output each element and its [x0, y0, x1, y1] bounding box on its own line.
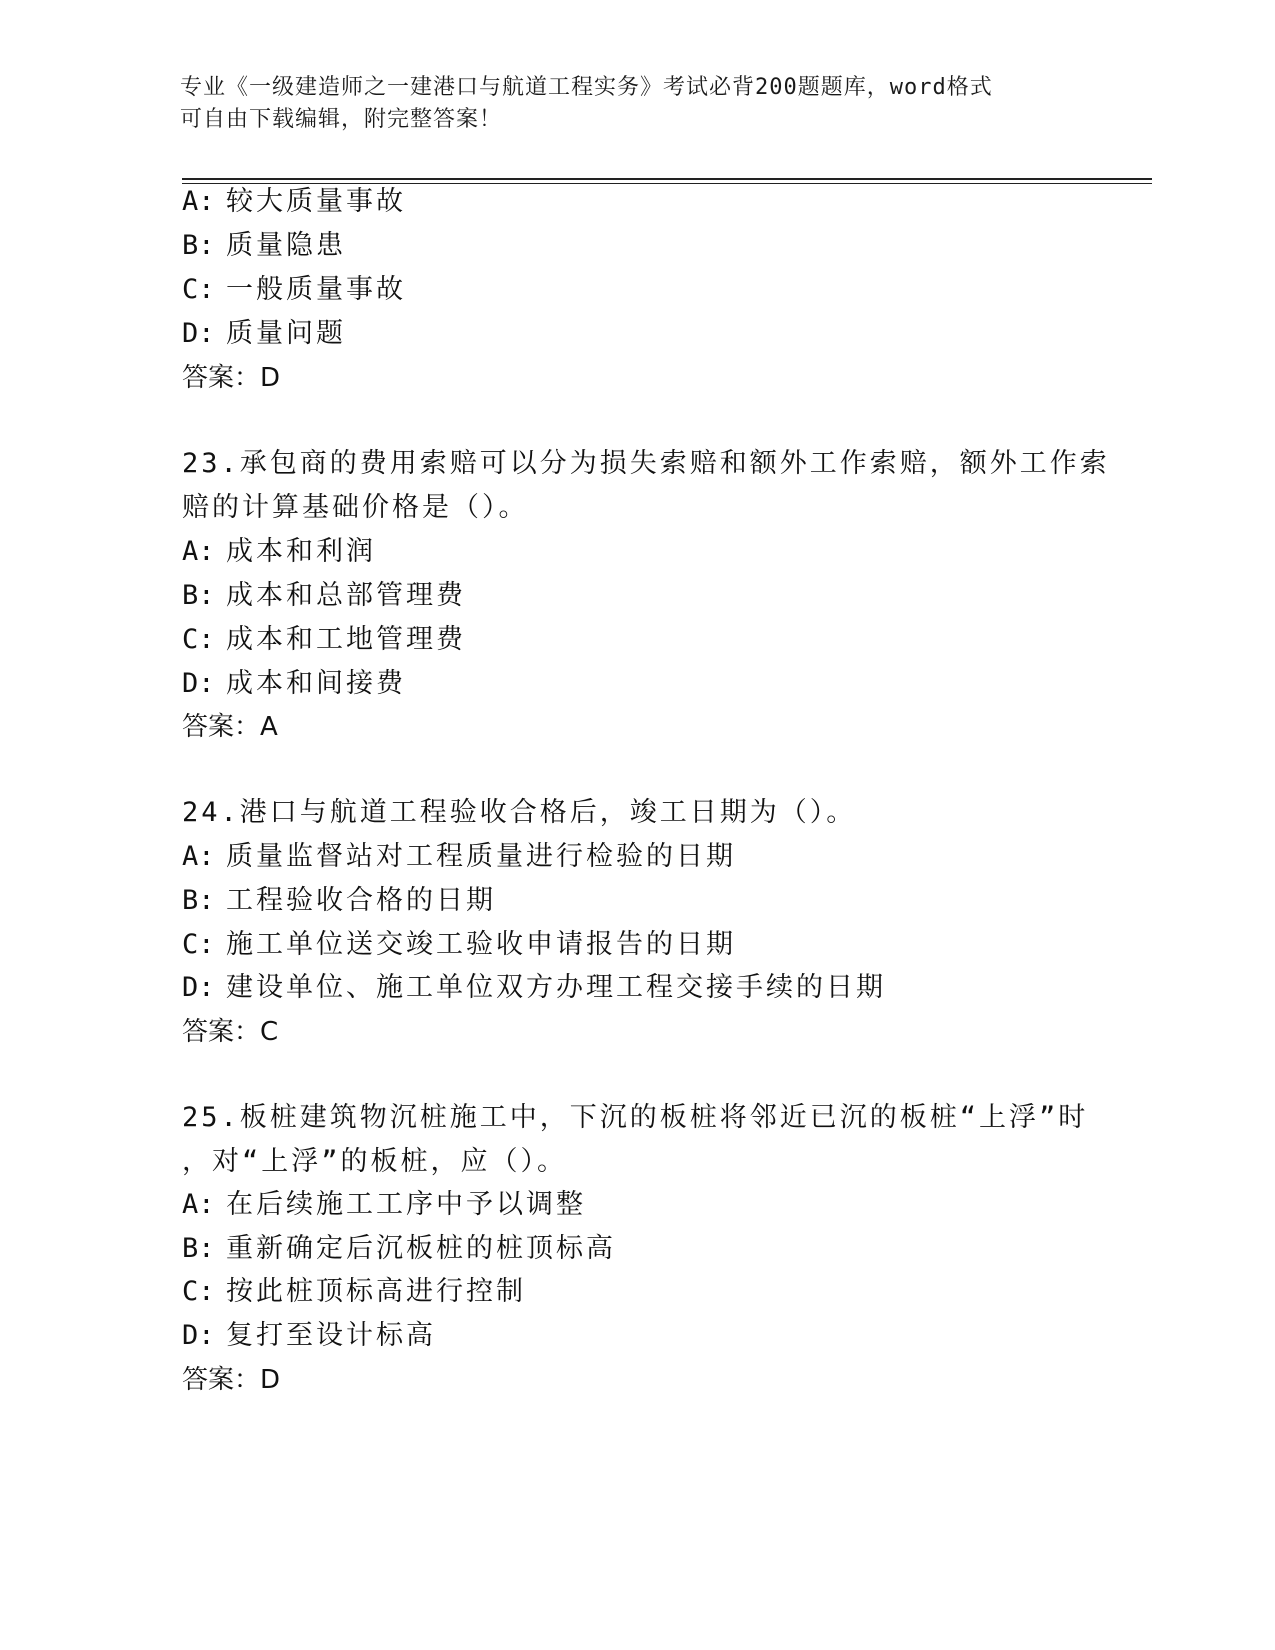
q23-option-b [182, 579, 466, 613]
q24-answer: 答案：C [182, 1017, 279, 1047]
q23-stem-line-1: 23.承包商的费用索赔可以分为损失索赔和额外工作索赔，额外工作索 [182, 448, 1110, 479]
option-letter: B: [182, 885, 215, 916]
q24-option-c [182, 928, 736, 962]
q25-answer: 答案：D [182, 1365, 281, 1395]
q22-answer: 答案：D [182, 363, 281, 393]
option-text: 较大质量事故 [226, 186, 406, 217]
q23-answer: 答案：A [182, 712, 278, 742]
option-text: 成本和总部管理费 [226, 580, 466, 611]
q23-option-d [182, 667, 406, 701]
q23-option-a [182, 535, 376, 569]
option-text: 成本和工地管理费 [226, 624, 466, 655]
option-text: 施工单位送交竣工验收申请报告的日期 [226, 929, 736, 960]
option-text: 一般质量事故 [226, 274, 406, 305]
q24-option-a [182, 840, 736, 874]
option-text: 工程验收合格的日期 [226, 885, 496, 916]
option-text: 重新确定后沉板桩的桩顶标高 [226, 1233, 616, 1264]
header-divider-thick [182, 178, 1152, 180]
option-letter: D: [182, 668, 215, 699]
option-text: 成本和利润 [226, 536, 376, 567]
q23-option-c [182, 623, 466, 657]
q25-option-b [182, 1232, 616, 1266]
q24-option-d [182, 971, 886, 1005]
q22-option-b [182, 229, 346, 263]
option-text: 复打至设计标高 [226, 1320, 436, 1351]
option-letter: C: [182, 274, 215, 305]
option-letter: A: [182, 536, 215, 567]
q23-stem-line-2: 赔的计算基础价格是（）。 [182, 492, 529, 523]
option-text: 成本和间接费 [226, 668, 406, 699]
option-text: 在后续施工工序中予以调整 [226, 1189, 586, 1220]
header-line-2: 可自由下载编辑，附完整答案！ [180, 107, 503, 132]
option-letter: D: [182, 972, 215, 1003]
option-letter: B: [182, 580, 215, 611]
option-text: 建设单位、施工单位双方办理工程交接手续的日期 [226, 972, 886, 1003]
q25-stem-line-2: ，对“上浮”的板桩，应（）。 [182, 1146, 568, 1177]
option-text: 按此桩顶标高进行控制 [226, 1276, 526, 1307]
q24-option-b [182, 884, 496, 918]
option-text: 质量问题 [226, 318, 346, 349]
q25-option-a [182, 1188, 586, 1222]
option-letter: B: [182, 1233, 215, 1264]
q22-option-d [182, 317, 346, 351]
q25-stem-line-1: 25.板桩建筑物沉桩施工中，下沉的板桩将邻近已沉的板桩“上浮”时 [182, 1102, 1089, 1133]
option-letter: B: [182, 230, 215, 261]
option-letter: A: [182, 1189, 215, 1220]
q22-option-a [182, 185, 406, 219]
header-line-1: 专业《一级建造师之一建港口与航道工程实务》考试必背200题题库，word格式 [180, 75, 993, 100]
option-letter: A: [182, 186, 215, 217]
option-letter: A: [182, 841, 215, 872]
q22-option-c [182, 273, 406, 307]
option-letter: C: [182, 624, 215, 655]
option-letter: C: [182, 929, 215, 960]
option-text: 质量监督站对工程质量进行检验的日期 [226, 841, 736, 872]
option-letter: C: [182, 1276, 215, 1307]
option-letter: D: [182, 1320, 215, 1351]
q24-stem-line-1: 24.港口与航道工程验收合格后，竣工日期为（）。 [182, 797, 857, 828]
option-text: 质量隐患 [226, 230, 346, 261]
q25-option-d [182, 1319, 436, 1353]
header-divider-thin [182, 183, 1152, 184]
q25-option-c [182, 1275, 526, 1309]
option-letter: D: [182, 318, 215, 349]
document-header [180, 72, 1080, 136]
